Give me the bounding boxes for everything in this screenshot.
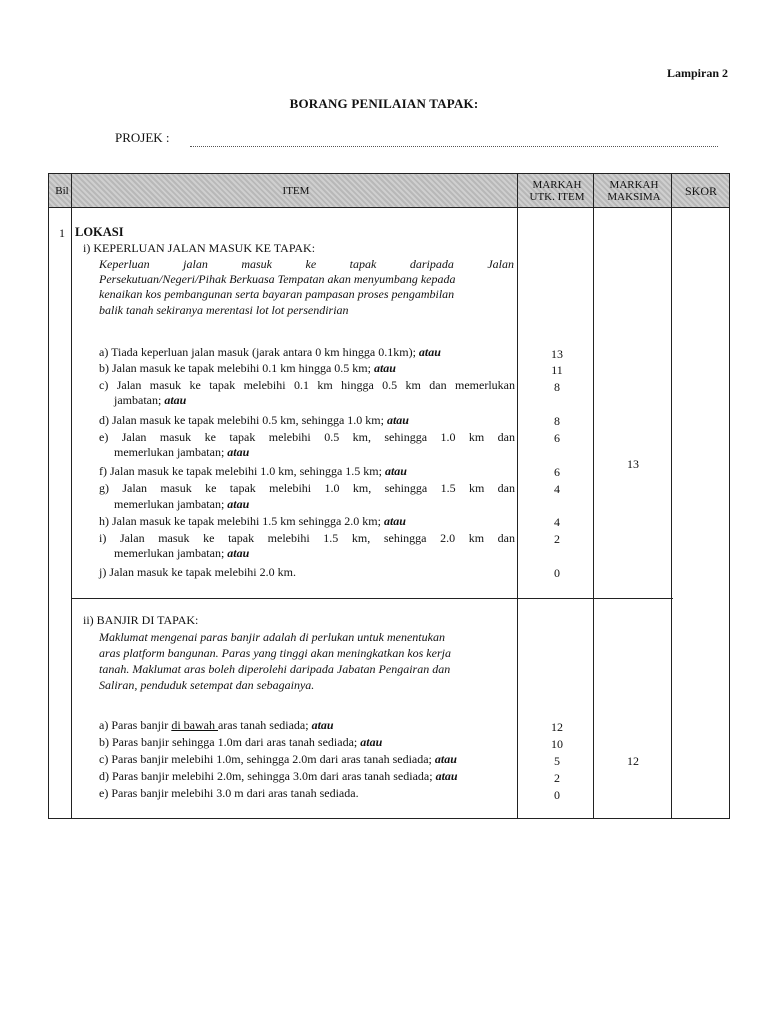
subsection-desc-line: Saliran, penduduk setempat dan sebagainya. [99,678,315,692]
item-mark: 13 [551,347,563,361]
subsection-heading: ii) BANJIR DI TAPAK: [83,613,199,627]
project-field-line [190,146,718,147]
item-mark: 10 [551,737,563,751]
item-mark: 2 [554,532,560,546]
subsection-desc-line: Maklumat mengenai paras banjir adalah di perlukan untuk menentukan [99,630,445,644]
item-mark: 4 [554,482,560,496]
item-mark: 2 [554,771,560,785]
list-item: f) Jalan masuk ke tapak melebihi 1.0 km, sehingga 1.5 km; atau [99,464,407,478]
list-item: i) Jalan masuk ke tapak melebihi 1.5 km, sehingga 2.0 km dan [99,531,515,545]
list-item: b) Paras banjir sehingga 1.0m dari aras tanah sediada; atau [99,735,383,749]
list-item: e) Jalan masuk ke tapak melebihi 0.5 km, sehingga 1.0 km dan [99,430,515,444]
list-item-continuation: memerlukan jambatan; atau [114,497,250,511]
list-item: a) Tiada keperluan jalan masuk (jarak antara 0 km hingga 0.1km); atau [99,345,441,359]
subsection-desc-line: balik tanah sekiranya merentasi lot lot persendirian [99,303,349,317]
header-markah-maksima: MARKAH MAKSIMA [607,179,661,203]
project-label: PROJEK : [115,130,170,145]
item-mark: 8 [554,380,560,394]
item-mark: 4 [554,515,560,529]
list-item: d) Jalan masuk ke tapak melebihi 0.5 km, sehingga 1.0 km; atau [99,413,409,427]
list-item: d) Paras banjir melebihi 2.0m, sehingga 3.0m dari aras tanah sediada; atau [99,769,458,783]
list-item: h) Jalan masuk ke tapak melebihi 1.5 km sehingga 2.0 km; atau [99,514,406,528]
subsection-desc-line: kenaikan kos pembangunan serta bayaran pampasan proses pengambilan [99,287,455,301]
list-item-continuation: jambatan; atau [114,393,187,407]
list-item: a) Paras banjir di bawah aras tanah sediada; atau [99,718,334,732]
list-item: b) Jalan masuk ke tapak melebihi 0.1 km hingga 0.5 km; atau [99,361,396,375]
list-item: j) Jalan masuk ke tapak melebihi 2.0 km. [99,565,296,579]
col-divider [671,174,672,818]
list-item-continuation: memerlukan jambatan; atau [114,546,250,560]
max-mark: 13 [627,457,639,471]
row-divider [71,598,673,599]
subsection-desc-line: Keperluan jalan masuk ke tapak daripada Jalan [99,257,514,271]
header-skor: SKOR [684,184,717,198]
subsection-desc-line: tanah. Maklumat aras boleh diperolehi daripada Jabatan Pengairan dan [99,662,451,676]
appendix-label: Lampiran 2 [667,66,729,80]
item-mark: 6 [554,465,560,479]
item-mark: 12 [551,720,563,734]
section-title: LOKASI [75,225,124,239]
subsection-heading: i) KEPERLUAN JALAN MASUK KE TAPAK: [83,241,316,255]
row-number: 1 [59,226,65,240]
item-mark: 6 [554,431,560,445]
header-item: ITEM [282,185,310,197]
assessment-table [48,173,730,819]
item-mark: 8 [554,414,560,428]
list-item: c) Jalan masuk ke tapak melebihi 0.1 km hingga 0.5 km dan memerlukan [99,378,515,392]
col-divider [71,174,72,818]
form-title: BORANG PENILAIAN TAPAK: [289,96,479,111]
header-bil: Bil [55,185,69,197]
list-item: e) Paras banjir melebihi 3.0 m dari aras tanah sediada. [99,786,359,800]
list-item: c) Paras banjir melebihi 1.0m, sehingga 2.0m dari aras tanah sediada; atau [99,752,457,766]
max-mark: 12 [627,754,639,768]
header-markah-item: MARKAH UTK. ITEM [529,179,585,203]
item-mark: 0 [554,566,560,580]
header-divider [49,207,729,208]
item-mark: 11 [551,363,563,377]
list-item-continuation: memerlukan jambatan; atau [114,445,250,459]
item-mark: 5 [554,754,560,768]
subsection-desc-line: aras platform bangunan. Paras yang tinggi akan meningkatkan kos kerja [99,646,451,660]
subsection-desc-line: Persekutuan/Negeri/Pihak Berkuasa Tempatan akan menyumbang kepada [99,272,456,286]
item-mark: 0 [554,788,560,802]
list-item: g) Jalan masuk ke tapak melebihi 1.0 km, sehingga 1.5 km dan [99,481,515,495]
